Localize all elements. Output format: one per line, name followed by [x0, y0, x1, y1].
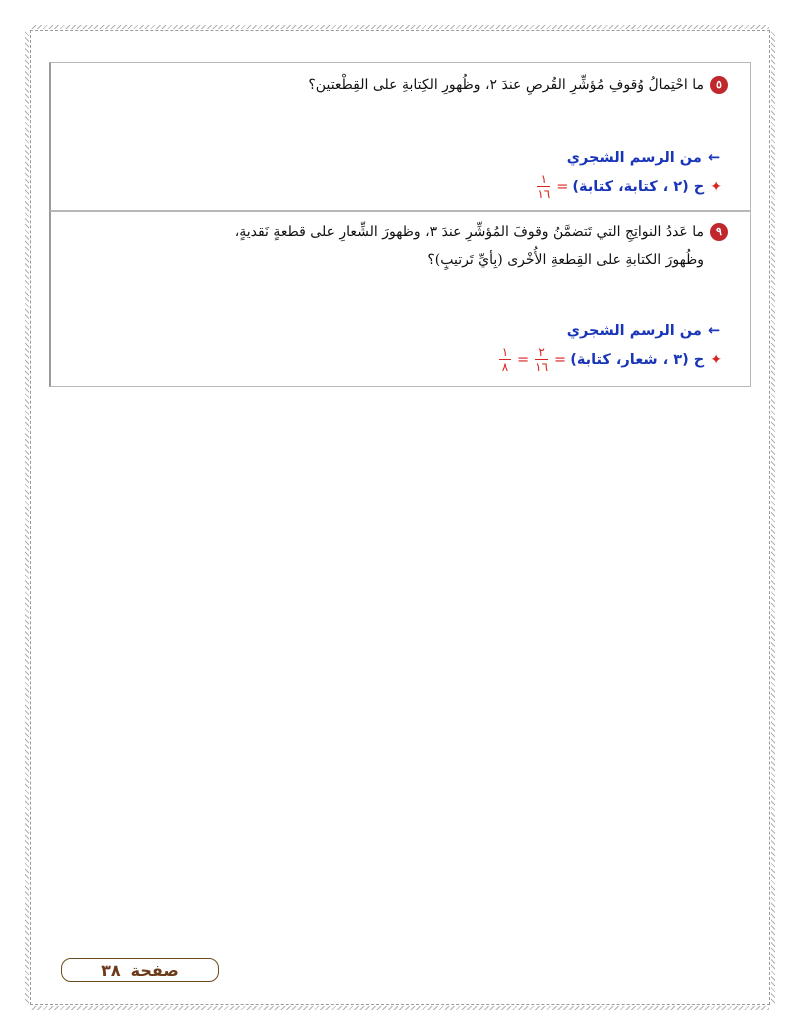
question-text-line [427, 249, 704, 271]
fraction-numerator: ١ [501, 345, 509, 359]
question-text-line [235, 221, 728, 243]
fraction-numerator: ٢ [538, 345, 545, 359]
fraction [535, 346, 548, 373]
solution-heading-text: من الرسم الشجري [566, 323, 702, 339]
page-word: صفحة [130, 960, 179, 980]
equals-sign: = [556, 178, 569, 195]
question-box-9 [49, 211, 751, 387]
equals-sign: = [554, 351, 567, 368]
fraction [537, 173, 550, 200]
border-left [25, 31, 29, 1004]
question-text: ما احْتِمالُ وُقوفِ مُؤشِّرِ القُرصِ عندَ ٢، وظُهورِ الكِتابةِ على القِطْعتين؟ [308, 77, 704, 93]
star-bullet-icon: ✦ [710, 351, 722, 368]
equals-sign: = [517, 351, 530, 368]
question-text: ما عَددُ النواتِجِ التي تَتضمَّنُ وقوفَ المُؤشِّرِ عندَ ٣، وظهورَ الشِّعارِ على قطعةٍ نَقديةٍ، [234, 224, 704, 240]
page-number: ٣٨ [101, 960, 121, 980]
solution-equation [497, 346, 722, 373]
fraction-denominator: ١٦ [537, 187, 551, 201]
border-right [771, 31, 775, 1004]
probability-expression: ح (٢ ، كتابة، كتابة) [572, 178, 705, 195]
fraction-denominator: ٨ [501, 360, 509, 374]
solution-heading [567, 323, 720, 339]
question-text-line [308, 74, 728, 96]
star-bullet-icon: ✦ [710, 178, 722, 195]
question-text: وظُهورَ الكتابةِ على القِطعةِ الأُخْرى (بِأيِّ تَرتيبٍ)؟ [427, 252, 704, 268]
page-number-badge [61, 958, 219, 982]
fraction-numerator: ١ [540, 172, 548, 186]
left-arrow-icon: ← [707, 150, 720, 166]
question-number-badge: ٥ [710, 76, 728, 94]
question-number-badge: ٩ [710, 223, 728, 241]
fraction-denominator: ١٦ [535, 360, 549, 374]
probability-expression: ح (٣ ، شعار، كتابة) [570, 351, 705, 368]
solution-heading-text: من الرسم الشجري [566, 150, 702, 166]
solution-heading [567, 150, 720, 166]
solution-equation [535, 173, 722, 200]
left-arrow-icon: ← [707, 323, 720, 339]
fraction [499, 346, 511, 373]
question-box-5 [49, 62, 751, 211]
